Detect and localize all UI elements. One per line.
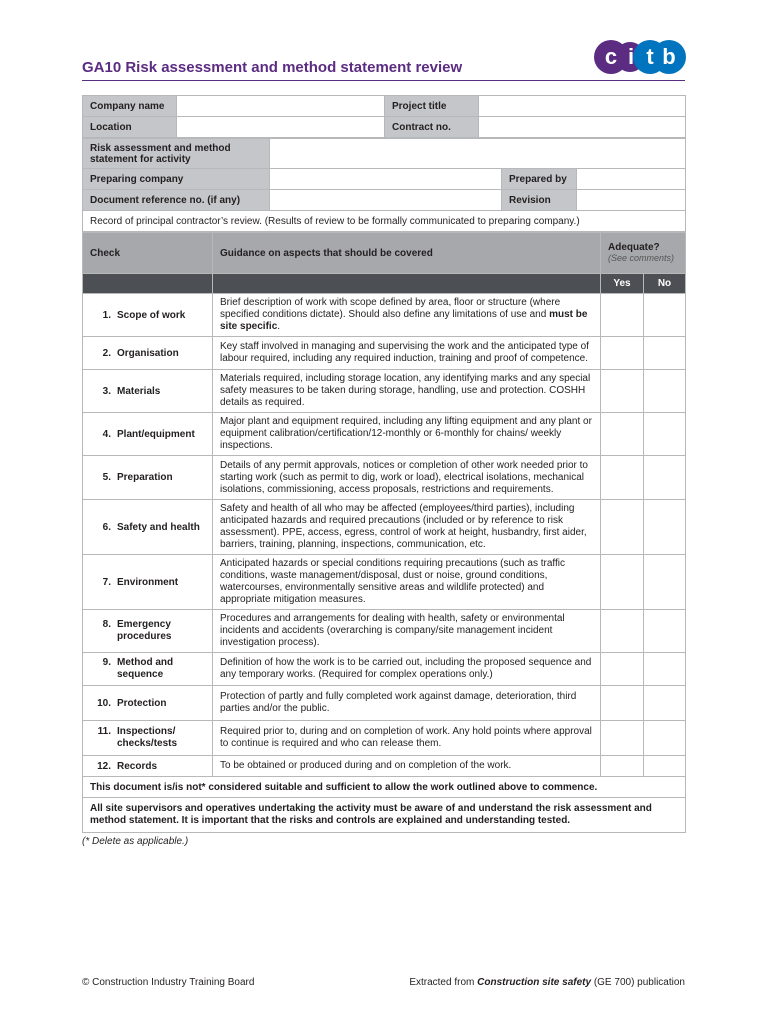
guidance-text: Materials required, including storage location, any identifying marks and any special safety measures to be taken during storage, handling, use and protection. COSHH details as required. (213, 370, 601, 413)
check-number: 11. (97, 726, 111, 737)
no-checkbox-cell[interactable] (644, 500, 686, 555)
delete-note: (* Delete as applicable.) (82, 836, 189, 847)
footer-publication (409, 977, 685, 988)
yes-checkbox-cell[interactable] (601, 756, 644, 777)
check-name (83, 686, 213, 721)
revision-label: Revision (502, 190, 577, 211)
footer-suffix: (GE 700) publication (591, 977, 685, 988)
yes-checkbox-cell[interactable] (601, 686, 644, 721)
activity-field[interactable] (270, 139, 686, 169)
yes-checkbox-cell[interactable] (601, 555, 644, 610)
check-name (83, 294, 213, 337)
check-number: 8. (102, 619, 111, 630)
svg-text:b: b (662, 44, 676, 69)
check-name (83, 555, 213, 610)
company-name-field[interactable] (177, 96, 385, 117)
check-header: Check (83, 233, 213, 274)
no-checkbox-cell[interactable] (644, 610, 686, 653)
guidance-header: Guidance on aspects that should be covered (213, 233, 601, 274)
check-label: Plant/equipment (117, 428, 195, 440)
suitability-statement: This document is/is not* considered suitable and sufficient to allow the work outlined above to commence. (83, 777, 686, 798)
no-checkbox-cell[interactable] (644, 653, 686, 686)
guidance-text: Safety and health of all who may be affected (employees/third parties), including anticipated hazards and required precautions (included or by reference to risk assessment). PPE, access, egress, control of work at height, husbandry, first aider, barriers, training, planning, inspections, communication, etc. (213, 500, 601, 555)
no-checkbox-cell[interactable] (644, 294, 686, 337)
check-number: 1. (102, 309, 111, 321)
check-name (83, 721, 213, 756)
contract-no-label: Contract no. (385, 117, 479, 138)
yes-checkbox-cell[interactable] (601, 610, 644, 653)
check-number: 10. (97, 697, 111, 709)
table-row (83, 756, 686, 777)
check-name (83, 337, 213, 370)
check-name (83, 610, 213, 653)
adequate-header (601, 233, 686, 274)
check-label: Materials (117, 385, 161, 397)
check-number: 5. (102, 472, 111, 483)
yes-checkbox-cell[interactable] (601, 456, 644, 500)
check-name (83, 413, 213, 456)
check-number: 4. (102, 428, 111, 440)
guidance-text: To be obtained or produced during and on completion of the work. (213, 756, 601, 777)
no-header: No (644, 274, 686, 294)
no-checkbox-cell[interactable] (644, 370, 686, 413)
prepared-by-field[interactable] (577, 169, 686, 190)
check-number: 6. (102, 521, 111, 533)
location-field[interactable] (177, 117, 385, 138)
table-row (83, 413, 686, 456)
title-divider (82, 80, 685, 81)
check-label: Emergency procedures (117, 619, 172, 642)
yes-checkbox-cell[interactable] (601, 653, 644, 686)
citb-logo-graphic (594, 39, 686, 75)
guidance-text: Procedures and arrangements for dealing with health, safety or environmental incidents and accidents (overarching is company/site management incident investigation process). (213, 610, 601, 653)
svg-text:c: c (604, 44, 618, 69)
company-name-label: Company name (83, 96, 177, 117)
guidance-text: Details of any permit approvals, notices or completion of other work needed prior to starting work (such as permit to dig, work or load), electrical isolations, mechanical isolations, commissioning, access proposals, restrictions and requirements. (213, 456, 601, 500)
header-bar-check (83, 274, 213, 294)
check-label: Scope of work (117, 309, 186, 321)
yes-checkbox-cell[interactable] (601, 294, 644, 337)
check-name (83, 456, 213, 500)
table-row (83, 456, 686, 500)
table-row (83, 555, 686, 610)
table-row (83, 686, 686, 721)
check-name (83, 500, 213, 555)
preparing-company-field[interactable] (270, 169, 502, 190)
footer-title: Construction site safety (477, 977, 592, 988)
check-number: 12. (97, 760, 111, 772)
record-note: Record of principal contractor’s review. (Results of review to be formally communicated to preparing company.) (83, 211, 686, 232)
form-header-table (82, 95, 686, 138)
yes-checkbox-cell[interactable] (601, 721, 644, 756)
project-title-field[interactable] (479, 96, 686, 117)
adequate-sub-label: (See comments) (608, 253, 675, 263)
contract-no-field[interactable] (479, 117, 686, 138)
activity-table (82, 138, 686, 232)
yes-checkbox-cell[interactable] (601, 500, 644, 555)
guidance-text: Definition of how the work is to be carried out, including the proposed sequence and any temporary works. (Required for complex operations only.) (213, 653, 601, 686)
yes-checkbox-cell[interactable] (601, 337, 644, 370)
footer-copyright: © Construction Industry Training Board (82, 977, 255, 988)
guidance-text: Brief description of work with scope defined by area, floor or structure (where specified conditions dictate). Should also define any limitations of use and must be site specific. (213, 294, 601, 337)
check-number: 9. (102, 657, 111, 668)
doc-ref-label: Document reference no. (if any) (83, 190, 270, 211)
check-label: Organisation (117, 347, 179, 359)
guidance-text: Anticipated hazards or special conditions requiring precautions (such as traffic conditions, waste management/disposal, dust or noise, ground conditions, watercourses, environmentally sensitive areas and wildlife protected) and appropriate mitigation measures. (213, 555, 601, 610)
guidance-text: Major plant and equipment required, including any lifting equipment and any plant or equipment calibration/certification/12-monthly or 6-monthly for chains/ weekly inspections. (213, 413, 601, 456)
yes-checkbox-cell[interactable] (601, 413, 644, 456)
awareness-statement: All site supervisors and operatives undertaking the activity must be aware of and understand the risk assessment and method statement. It is important that the risks and controls are explained and understanding tested. (83, 798, 686, 833)
no-checkbox-cell[interactable] (644, 686, 686, 721)
guidance-text: Required prior to, during and on completion of work. Any hold points where approval to continue is required and who can release them. (213, 721, 601, 756)
yes-checkbox-cell[interactable] (601, 370, 644, 413)
prepared-by-label: Prepared by (502, 169, 577, 190)
check-number: 3. (102, 385, 111, 397)
no-checkbox-cell[interactable] (644, 337, 686, 370)
guidance-text: Protection of partly and fully completed work against damage, deterioration, third parties and/or the public. (213, 686, 601, 721)
no-checkbox-cell[interactable] (644, 721, 686, 756)
svg-text:i: i (627, 44, 635, 69)
adequate-label: Adequate? (608, 242, 660, 253)
checklist-table (82, 232, 686, 833)
activity-label: Risk assessment and method statement for activity (83, 139, 270, 169)
revision-field[interactable] (577, 190, 686, 211)
check-number: 2. (102, 347, 111, 359)
table-row (83, 370, 686, 413)
table-row (83, 653, 686, 686)
preparing-company-label: Preparing company (83, 169, 270, 190)
check-number: 7. (102, 576, 111, 588)
citb-logo (594, 39, 686, 75)
table-row (83, 721, 686, 756)
check-label: Preparation (117, 472, 173, 483)
header-bar-guidance (213, 274, 601, 294)
check-label: Protection (117, 697, 167, 709)
no-checkbox-cell[interactable] (644, 756, 686, 777)
check-name (83, 653, 213, 686)
table-row (83, 294, 686, 337)
yes-header: Yes (601, 274, 644, 294)
check-label: Inspections/ checks/tests (117, 726, 178, 749)
table-row (83, 610, 686, 653)
page-title: GA10 Risk assessment and method statement review (82, 59, 463, 76)
no-checkbox-cell[interactable] (644, 456, 686, 500)
review-form (82, 95, 685, 833)
footer-prefix: Extracted from (409, 977, 478, 988)
check-name (83, 756, 213, 777)
doc-ref-field[interactable] (270, 190, 502, 211)
guidance-text: Key staff involved in managing and supervising the work and the anticipated type of labour required, including any required induction, training and proof of competence. (213, 337, 601, 370)
location-label: Location (83, 117, 177, 138)
check-label: Method and sequence (117, 657, 174, 680)
check-label: Environment (117, 576, 179, 588)
check-name (83, 370, 213, 413)
no-checkbox-cell[interactable] (644, 555, 686, 610)
svg-text:t: t (646, 44, 654, 69)
project-title-label: Project title (385, 96, 479, 117)
table-row (83, 500, 686, 555)
no-checkbox-cell[interactable] (644, 413, 686, 456)
check-label: Records (117, 760, 158, 772)
table-row (83, 337, 686, 370)
check-label: Safety and health (117, 521, 200, 533)
